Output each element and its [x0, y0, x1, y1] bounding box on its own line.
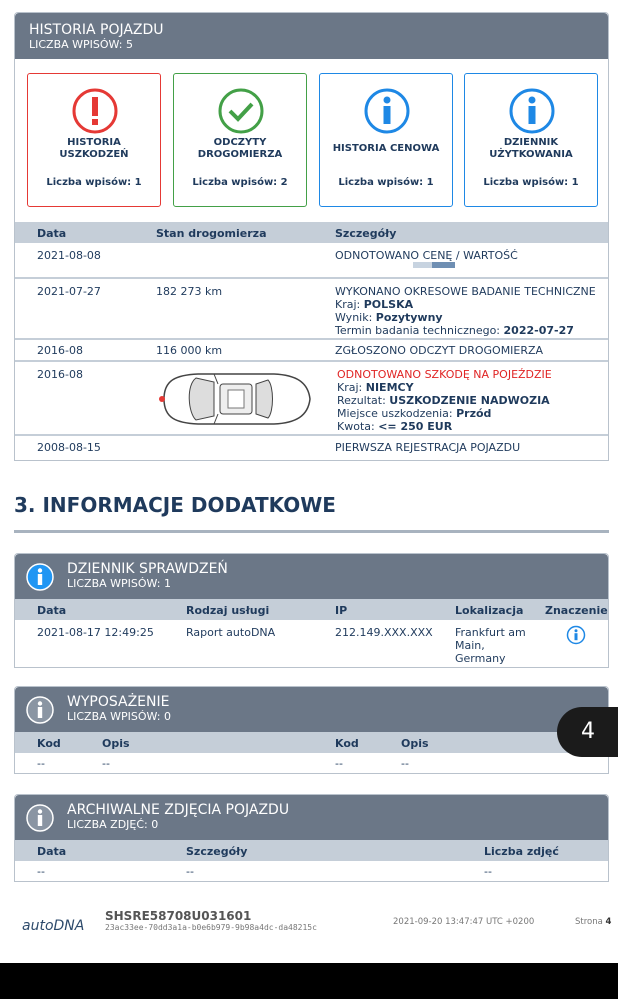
empty-cell: --	[37, 757, 45, 770]
damage-history-title: HISTORIA USZKODZEŃ	[59, 137, 129, 160]
empty-cell: --	[335, 757, 343, 770]
info-icon[interactable]	[566, 625, 586, 645]
equipment-panel	[14, 686, 609, 774]
row-detail: ZGŁOSZONO ODCZYT DROGOMIERZA	[335, 344, 544, 357]
empty-cell: --	[401, 757, 409, 770]
table-row	[15, 436, 608, 458]
damage-history-count: Liczba wpisów: 1	[46, 177, 142, 188]
col-code: Kod	[335, 737, 359, 750]
row-location: Main,	[455, 639, 485, 652]
col-meaning: Znaczenie	[545, 604, 608, 617]
car-damage-diagram	[156, 368, 312, 430]
checks-log-header	[15, 554, 608, 599]
row-detail: PIERWSZA REJESTRACJA POJAZDU	[335, 441, 521, 454]
table-row	[15, 362, 608, 436]
col-date: Data	[37, 227, 67, 240]
row-detail-line: Rezultat: USZKODZENIE NADWOZIA	[337, 394, 550, 407]
odometer-readings-count: Liczba wpisów: 2	[192, 177, 288, 188]
row-detail: ODNOTOWANO CENĘ / WARTOŚĆ	[335, 249, 518, 262]
price-bar	[413, 262, 455, 268]
empty-cell: --	[186, 865, 194, 878]
empty-cell: --	[484, 865, 492, 878]
row-date: 2008-08-15	[37, 441, 101, 454]
vehicle-history-count: LICZBA WPISÓW: 5	[29, 38, 133, 51]
odometer-readings-card[interactable]	[173, 73, 307, 207]
checks-log-title: DZIENNIK SPRAWDZEŃ	[67, 561, 228, 577]
col-details: Szczegóły	[186, 845, 248, 858]
table-row	[15, 243, 608, 279]
row-ip: 212.149.XXX.XXX	[335, 626, 433, 639]
damage-history-card[interactable]	[27, 73, 161, 207]
col-odometer: Stan drogomierza	[156, 227, 267, 240]
equipment-title: WYPOSAŻENIE	[67, 694, 170, 710]
vehicle-history-panel	[14, 12, 609, 461]
row-detail: WYKONANO OKRESOWE BADANIE TECHNICZNE	[335, 285, 596, 298]
checkmark-icon	[217, 87, 265, 135]
row-detail-line: Kwota: <= 250 EUR	[337, 420, 453, 433]
footer-timestamp: 2021-09-20 13:47:47 UTC +0200	[393, 917, 535, 927]
exclamation-icon	[71, 87, 119, 135]
footer-hash: 23ac33ee-70dd3a1a-b0e6b979-9b98a4dc-da48215c	[105, 923, 317, 932]
page-number-badge[interactable]: 4	[557, 707, 618, 757]
vehicle-history-header	[15, 13, 608, 59]
col-date: Data	[37, 845, 67, 858]
col-service: Rodzaj usługi	[186, 604, 270, 617]
row-odometer: 182 273 km	[156, 285, 223, 298]
archive-photos-count: LICZBA ZDJĘĆ: 0	[67, 818, 159, 831]
col-code: Kod	[37, 737, 61, 750]
col-photo-count: Liczba zdjęć	[484, 845, 559, 858]
info-icon	[363, 87, 411, 135]
info-icon	[25, 803, 55, 833]
archive-photos-header	[15, 795, 608, 840]
table-row	[15, 753, 608, 774]
photos-table-header	[15, 840, 608, 861]
table-row	[15, 340, 608, 362]
row-date: 2021-08-08	[37, 249, 101, 262]
info-icon	[25, 562, 55, 592]
checks-log-panel	[14, 553, 609, 668]
section-title: 3. INFORMACJE DODATKOWE	[14, 493, 336, 517]
archive-photos-title: ARCHIWALNE ZDJĘCIA POJAZDU	[67, 802, 290, 818]
usage-log-title: DZIENNIK UŻYTKOWANIA	[489, 137, 573, 160]
info-icon	[25, 695, 55, 725]
vehicle-history-title: HISTORIA POJAZDU	[29, 22, 164, 38]
row-date: 2021-08-17 12:49:25	[37, 626, 154, 639]
row-location: Germany	[455, 652, 506, 665]
col-details: Szczegóły	[335, 227, 397, 240]
row-odometer: 116 000 km	[156, 344, 223, 357]
footer-page: Strona 4	[575, 917, 612, 927]
row-detail-line: Termin badania technicznego: 2022-07-27	[335, 324, 574, 337]
usage-log-count: Liczba wpisów: 1	[483, 177, 579, 188]
row-detail-line: Wynik: Pozytywny	[335, 311, 443, 324]
equipment-count: LICZBA WPISÓW: 0	[67, 710, 171, 723]
table-row	[15, 861, 608, 882]
col-ip: IP	[335, 604, 348, 617]
row-location: Frankfurt am	[455, 626, 526, 639]
equipment-table-header	[15, 732, 608, 753]
empty-cell: --	[102, 757, 110, 770]
row-date: 2016-08	[37, 344, 83, 357]
price-history-title: HISTORIA CENOWA	[332, 143, 440, 154]
col-description: Opis	[401, 737, 429, 750]
footer-logo: autoDNA	[22, 918, 85, 934]
col-date: Data	[37, 604, 67, 617]
checks-log-count: LICZBA WPISÓW: 1	[67, 577, 171, 590]
archive-photos-panel	[14, 794, 609, 882]
col-location: Lokalizacja	[455, 604, 524, 617]
row-service: Raport autoDNA	[186, 626, 276, 639]
history-table-header	[15, 222, 608, 243]
empty-cell: --	[37, 865, 45, 878]
bottom-bar	[0, 963, 618, 999]
table-row	[15, 620, 608, 667]
usage-log-card[interactable]	[464, 73, 598, 207]
row-date: 2016-08	[37, 368, 83, 381]
row-detail: ODNOTOWANO SZKODĘ NA POJEŹDZIE	[337, 368, 552, 381]
checks-table-header	[15, 599, 608, 620]
col-description: Opis	[102, 737, 130, 750]
section-divider	[14, 530, 609, 533]
price-history-card[interactable]	[319, 73, 453, 207]
footer-vin: SHSRE58708U031601	[105, 909, 252, 923]
row-detail-line: Kraj: POLSKA	[335, 298, 414, 311]
row-detail-line: Miejsce uszkodzenia: Przód	[337, 407, 492, 420]
table-row	[15, 279, 608, 340]
row-detail-line: Kraj: NIEMCY	[337, 381, 414, 394]
price-history-count: Liczba wpisów: 1	[338, 177, 434, 188]
row-date: 2021-07-27	[37, 285, 101, 298]
odometer-readings-title: ODCZYTY DROGOMIERZA	[197, 137, 283, 160]
equipment-header	[15, 687, 608, 732]
info-icon	[508, 87, 556, 135]
